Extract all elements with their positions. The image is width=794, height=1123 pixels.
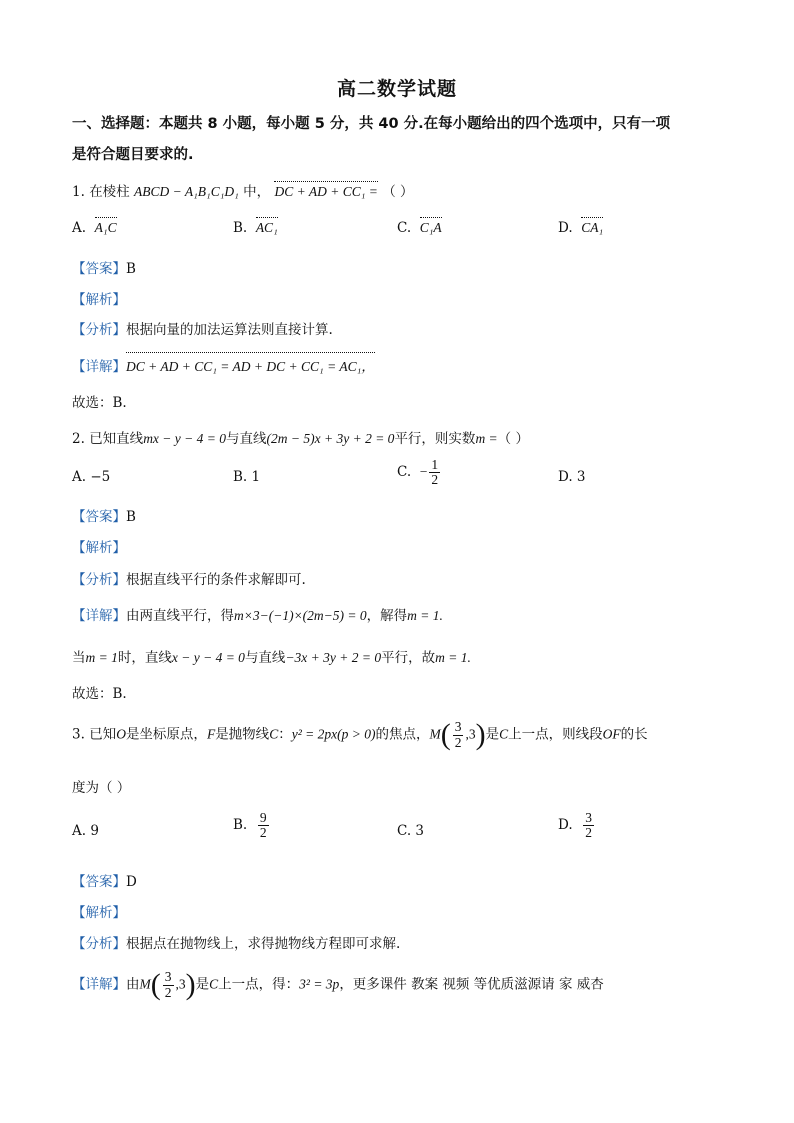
option-value: AC₁ <box>255 220 278 235</box>
curve-c: C <box>269 726 279 742</box>
curve-c: C <box>209 976 219 992</box>
question-3-jiexi-tag: 【解析】 <box>72 905 126 921</box>
question-2-choice: 故选：B. <box>72 686 127 702</box>
detail-text: ，解得 <box>366 608 408 624</box>
question-1-option-d <box>558 220 603 236</box>
answer-value: D <box>126 874 137 890</box>
stem-text: 是 <box>485 726 500 743</box>
analysis-tag: 【分析】 <box>72 936 126 952</box>
detail-tag: 【详解】 <box>72 608 126 624</box>
left-paren: ( <box>150 968 161 1001</box>
denominator: 2 <box>164 984 172 1000</box>
when-value: m = 1 <box>85 650 118 665</box>
option-value: C₁A <box>419 220 442 235</box>
answer-tag: 【答案】 <box>72 874 126 890</box>
detail-text: 由 <box>126 976 140 993</box>
curve-c: C <box>499 726 509 742</box>
detail-expression: DC + AD + CC₁ = AD + DC + CC₁ = AC₁， <box>126 355 375 375</box>
question-number: 3. <box>72 726 85 743</box>
point-m: M <box>429 726 441 742</box>
fraction <box>429 458 440 487</box>
detail-result: m = 1. <box>407 608 443 623</box>
fraction <box>163 970 174 999</box>
stem-text: 是坐标原点， <box>125 726 207 743</box>
question-1-detail <box>72 355 375 375</box>
question-2-option-c <box>397 458 442 487</box>
question-3-option-d <box>558 811 596 840</box>
detail-equation: m×3−(−1)×(2m−5) = 0 <box>234 608 367 623</box>
option-key: B. <box>233 817 248 834</box>
stem-text: ： <box>278 726 292 743</box>
denominator: 2 <box>259 825 267 841</box>
stem-text: 已知直线 <box>89 431 144 447</box>
when-text: 时，直线 <box>117 650 172 666</box>
question-2-answer <box>72 505 136 525</box>
minus-sign: − <box>419 464 428 480</box>
point-m: M <box>139 976 151 992</box>
point-f: F <box>206 726 216 742</box>
question-1-option-a <box>72 220 117 236</box>
when-result: m = 1. <box>435 650 471 665</box>
question-2-jiexi-tag: 【解析】 <box>72 540 126 556</box>
question-1-option-c <box>397 220 442 236</box>
option-value: A₁C <box>94 220 117 235</box>
stem-text: 的焦点， <box>375 726 430 743</box>
question-3-analysis <box>72 932 400 952</box>
fraction <box>453 720 464 749</box>
question-2-detail <box>72 604 443 624</box>
question-number: 2. <box>72 431 85 447</box>
stem-text: 的长 <box>620 726 648 743</box>
segment-of: OF <box>602 726 621 742</box>
question-3-stem-line2: 度为（ ） <box>72 780 131 796</box>
question-3-option-b <box>233 811 271 840</box>
option-key: D. <box>558 817 573 834</box>
answer-tag: 【答案】 <box>72 509 126 525</box>
stem-text: 中， <box>243 184 271 200</box>
detail-equation: 3² = 3p <box>299 976 340 992</box>
numerator: 3 <box>454 719 462 735</box>
section-heading-line2: 是符合题目要求的. <box>72 147 194 163</box>
question-2-analysis <box>72 568 306 588</box>
analysis-tag: 【分析】 <box>72 572 126 588</box>
question-3-option-a: A. 9 <box>72 823 99 839</box>
when-text: 当 <box>72 650 86 666</box>
section-heading-line1: 一、选择题：本题共 8 小题，每小题 5 分，共 40 分.在每小题给出的四个选项中，只有一项 <box>72 116 671 132</box>
detail-text: ，更多课件 教案 视频 等优质滋源请 家 威杏 <box>339 976 604 993</box>
line-equation-b: (2m − 5)x + 3y + 2 = 0 <box>266 431 395 446</box>
right-paren: ) <box>185 968 196 1001</box>
detail-text: 是 <box>195 976 210 993</box>
when-text: 与直线 <box>244 650 286 666</box>
numerator: 1 <box>431 457 439 472</box>
question-1-jiexi-tag: 【解析】 <box>72 292 126 308</box>
option-value: CA₁ <box>581 220 604 235</box>
option-key: B. <box>233 220 248 236</box>
detail-text: 由两直线平行，得 <box>126 608 234 624</box>
option-key: A. <box>72 220 87 236</box>
option-key: D. <box>558 220 573 236</box>
analysis-tag: 【分析】 <box>72 322 126 338</box>
when-line-1: x − y − 4 = 0 <box>171 650 245 665</box>
answer-value: B <box>126 509 136 525</box>
stem-text: 是抛物线 <box>215 726 270 743</box>
fraction <box>258 811 269 840</box>
question-1-answer <box>72 257 136 277</box>
answer-value: B <box>126 261 136 277</box>
stem-text: 上一点，则线段 <box>508 726 603 743</box>
point-o: O <box>116 726 126 742</box>
line-equation-a: mx − y − 4 = 0 <box>143 431 227 446</box>
detail-text: 上一点，得： <box>218 976 300 993</box>
when-text: 平行，故 <box>381 650 436 666</box>
numerator: 3 <box>585 810 592 825</box>
answer-blank: （ ） <box>497 431 529 447</box>
numerator: 9 <box>259 810 267 825</box>
right-paren: ) <box>475 718 486 751</box>
stem-text: 平行，则实数 <box>394 431 476 447</box>
prism-expression: ABCD − A₁B₁C₁D₁ <box>133 184 239 199</box>
question-3-answer <box>72 870 137 890</box>
vector-sum-expression: DC + AD + CC₁ = <box>274 184 378 199</box>
variable: m = <box>475 431 498 446</box>
stem-text: 与直线 <box>226 431 267 447</box>
detail-tag: 【详解】 <box>72 359 126 375</box>
question-1-choice: 故选：B. <box>72 395 127 411</box>
question-number: 1. <box>72 184 85 200</box>
page-title: 高二数学试题 <box>336 78 457 100</box>
analysis-text: 根据直线平行的条件求解即可. <box>126 572 306 588</box>
parabola-equation: y² = 2px(p > 0) <box>291 726 376 742</box>
question-2-stem <box>72 427 529 447</box>
point-m-y: ,3 <box>465 726 476 742</box>
answer-blank: （ ） <box>382 184 414 200</box>
numerator: 3 <box>164 969 172 985</box>
question-3-option-c: C. 3 <box>397 823 425 839</box>
question-2-option-a: A. −5 <box>72 469 111 485</box>
question-1-stem <box>72 180 413 200</box>
answer-tag: 【答案】 <box>72 261 126 277</box>
option-key: C. <box>397 464 412 481</box>
analysis-text: 根据点在抛物线上，求得抛物线方程即可求解. <box>126 936 401 952</box>
stem-text: 在棱柱 <box>89 184 130 200</box>
denominator: 2 <box>431 472 439 488</box>
detail-tag: 【详解】 <box>72 976 126 993</box>
option-key: C. <box>397 220 412 236</box>
fraction <box>583 811 594 840</box>
denominator: 2 <box>454 734 462 750</box>
analysis-text: 根据向量的加法运算法则直接计算. <box>126 322 333 338</box>
question-3-stem <box>72 720 648 750</box>
question-2-when <box>72 646 471 666</box>
question-2-option-b: B. 1 <box>233 469 261 485</box>
when-line-2: −3x + 3y + 2 = 0 <box>285 650 382 665</box>
question-3-detail <box>72 970 604 1000</box>
left-paren: ( <box>440 718 451 751</box>
question-1-analysis <box>72 318 333 338</box>
point-m-y: ,3 <box>175 976 186 992</box>
question-1-option-b <box>233 220 278 236</box>
question-2-option-d: D. 3 <box>558 469 586 485</box>
denominator: 2 <box>585 825 592 841</box>
stem-text: 已知 <box>89 726 117 743</box>
